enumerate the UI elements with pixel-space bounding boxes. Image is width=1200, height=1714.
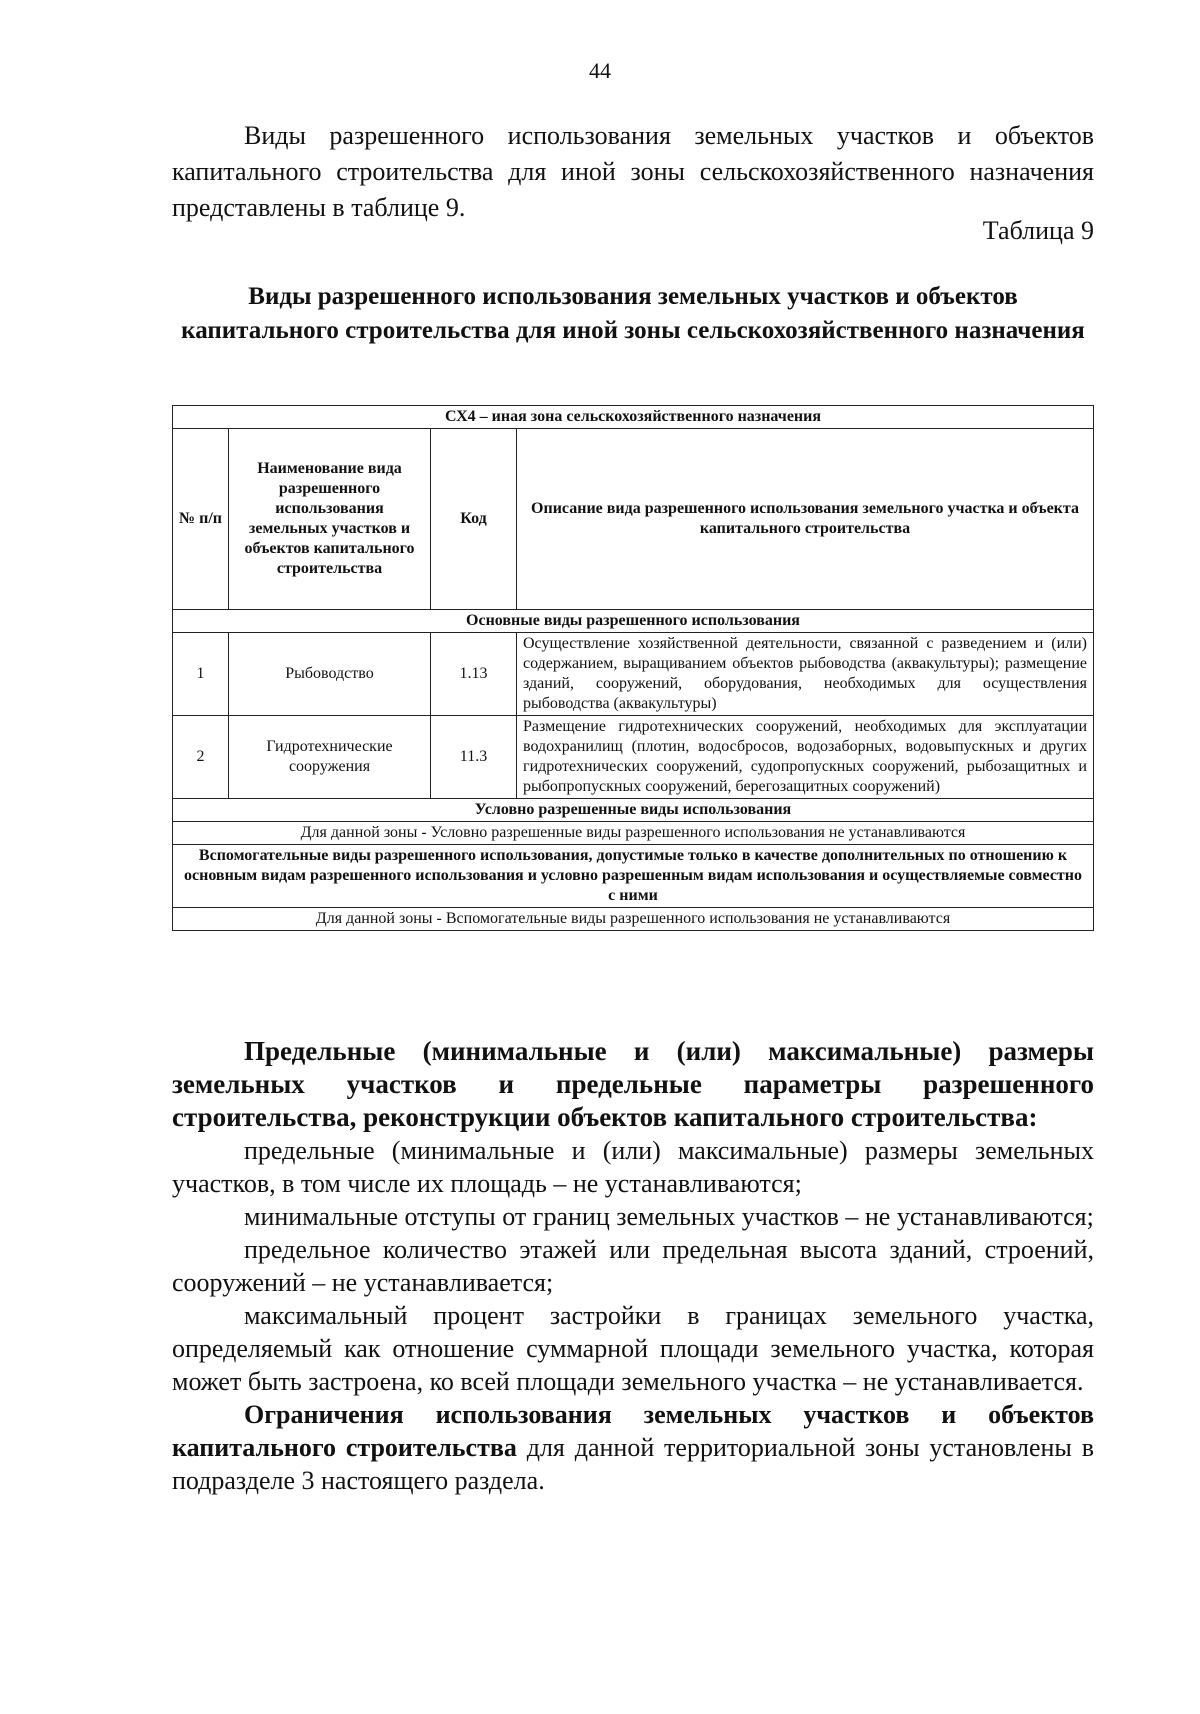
section-row-main — [173, 610, 1094, 633]
page-number: 44 — [589, 58, 611, 83]
limits-item: максимальный процент застройки в границах земельного участка, определяемый как отношение суммарной площади земельного участка, которая может быть застроена, ко всей площади земельного участка – не устанавливается. — [172, 1301, 1094, 1396]
conditional-note: Для данной зоны - Условно разрешенные виды разрешенного использования не устанавливаются — [173, 822, 1094, 845]
table-row — [173, 716, 1094, 799]
zone-header: СХ4 – иная зона сельскохозяйственного назначения — [173, 406, 1094, 429]
table-row — [173, 633, 1094, 716]
column-header-row — [173, 429, 1094, 610]
limits-item: предельные (минимальные и (или) максимальные) размеры земельных участков, в том числе их площадь – не устанавливаются; — [172, 1136, 1094, 1198]
table-caption: Таблица 9 — [982, 216, 1094, 245]
column-header-code: Код — [431, 429, 517, 610]
restrictions-rest: для данной территориальной зоны установлены в подразделе 3 настоящего раздела. — [172, 1433, 1094, 1495]
limits-section — [172, 1035, 1094, 1497]
permitted-use-table — [172, 405, 1094, 931]
table-title: Виды разрешенного использования земельных участков и объектов капитального строительства для иной зоны сельскохозяйственного назначения — [181, 283, 1085, 344]
section-row-conditional — [173, 799, 1094, 822]
column-header-num: № п/п — [173, 429, 229, 610]
main-section-label: Основные виды разрешенного использования — [173, 610, 1094, 633]
auxiliary-section-label: Вспомогательные виды разрешенного использования, допустимые только в качестве дополнительных по отношению к основным видам разрешенного использования и условно разрешенным видам использования и осуществляемые совместно с ними — [173, 845, 1094, 908]
column-header-description: Описание вида разрешенного использования земельного участка и объекта капитального строительства — [517, 429, 1094, 610]
intro-paragraph: Виды разрешенного использования земельных участков и объектов капитального строительства для иной зоны сельскохозяйственного назначения представлены в таблице 9. — [172, 121, 1094, 222]
zone-header-row — [173, 406, 1094, 429]
row-code: 11.3 — [431, 716, 517, 799]
auxiliary-note: Для данной зоны - Вспомогательные виды разрешенного использования не устанавливаются — [173, 908, 1094, 931]
auxiliary-note-row — [173, 908, 1094, 931]
row-description: Осуществление хозяйственной деятельности, связанной с разведением и (или) содержанием, выращиванием объектов рыбоводства (аквакультуры); размещение зданий, сооружений, оборудования, необходимых для осуществления рыбоводства (аквакультуры) — [517, 633, 1094, 716]
conditional-section-label: Условно разрешенные виды использования — [173, 799, 1094, 822]
row-name: Рыбоводство — [229, 633, 431, 716]
row-num: 2 — [173, 716, 229, 799]
restrictions-bold: Ограничения использования земельных участков и объектов капитального строительства — [172, 1400, 1094, 1462]
restrictions-paragraph — [172, 1398, 1094, 1497]
row-name: Гидротехнические сооружения — [229, 716, 431, 799]
row-description: Размещение гидротехнических сооружений, необходимых для эксплуатации водохранилищ (плотин, водосбросов, водозаборных, водовыпускных и других гидротехнических сооружений, судопропускных сооружений, рыбозащитных и рыбопропускных сооружений, берегозащитных сооружений) — [517, 716, 1094, 799]
limits-item: предельное количество этажей или предельная высота зданий, строений, сооружений – не устанавливается; — [172, 1235, 1094, 1297]
column-header-name: Наименование вида разрешенного использования земельных участков и объектов капитального строительства — [229, 429, 431, 610]
conditional-note-row — [173, 822, 1094, 845]
section-row-auxiliary — [173, 845, 1094, 908]
limits-heading: Предельные (минимальные и (или) максимальные) размеры земельных участков и предельные параметры разрешенного строительства, реконструкции объектов капитального строительства: — [172, 1036, 1094, 1132]
limits-item: минимальные отступы от границ земельных участков – не устанавливаются; — [244, 1202, 1094, 1231]
row-code: 1.13 — [431, 633, 517, 716]
row-num: 1 — [173, 633, 229, 716]
